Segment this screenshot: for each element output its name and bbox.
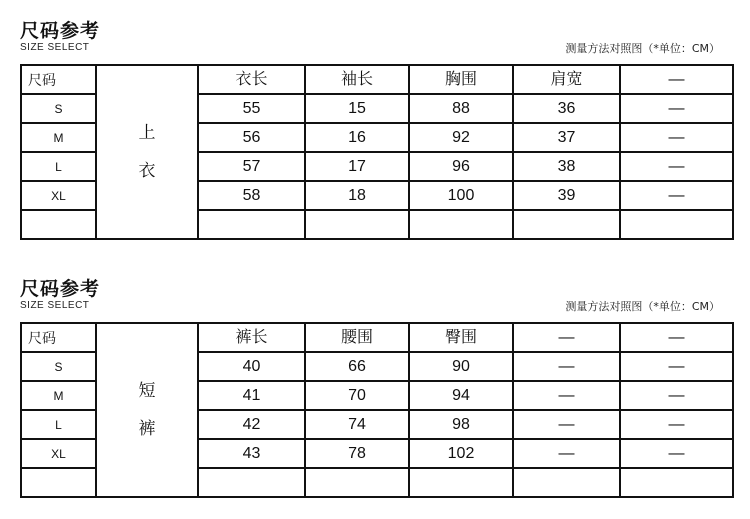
table-header-row: [21, 65, 733, 94]
size-cell: L: [21, 410, 96, 439]
value-cell: 18: [305, 181, 409, 210]
value-cell: 66: [305, 352, 409, 381]
value-cell: 57: [198, 152, 305, 181]
measurement-note: 测量方法对照图（*单位：CM）: [565, 300, 720, 313]
size-cell: L: [21, 152, 96, 181]
column-header: 衣长: [198, 65, 305, 94]
value-cell: —: [620, 381, 733, 410]
value-cell: 38: [513, 152, 620, 181]
category-char: 上: [138, 123, 156, 142]
category-cell: [96, 65, 198, 239]
value-cell: 36: [513, 94, 620, 123]
empty-cell: [21, 210, 96, 239]
size-cell: XL: [21, 181, 96, 210]
value-cell: —: [620, 181, 733, 210]
empty-cell: [620, 210, 733, 239]
column-header: 裤长: [198, 323, 305, 352]
empty-cell: [620, 468, 733, 497]
empty-cell: [198, 210, 305, 239]
column-header: 袖长: [305, 65, 409, 94]
column-header: 腰围: [305, 323, 409, 352]
category-char: 衣: [138, 161, 156, 180]
value-cell: 40: [198, 352, 305, 381]
empty-cell: [409, 468, 513, 497]
size-cell: S: [21, 352, 96, 381]
value-cell: —: [513, 381, 620, 410]
value-cell: —: [513, 352, 620, 381]
value-cell: —: [620, 352, 733, 381]
section-subtitle: SIZE SELECT: [20, 300, 90, 311]
size-cell: M: [21, 381, 96, 410]
value-cell: —: [513, 410, 620, 439]
column-header: 胸围: [409, 65, 513, 94]
empty-cell: [409, 210, 513, 239]
column-header: 肩宽: [513, 65, 620, 94]
value-cell: 55: [198, 94, 305, 123]
size-header-cell: 尺码: [21, 323, 96, 352]
empty-cell: [198, 468, 305, 497]
section-title: 尺码参考: [20, 278, 101, 300]
value-cell: 90: [409, 352, 513, 381]
size-cell: S: [21, 94, 96, 123]
size-table-top: [20, 64, 734, 240]
value-cell: 102: [409, 439, 513, 468]
value-cell: 17: [305, 152, 409, 181]
empty-cell: [21, 468, 96, 497]
value-cell: 58: [198, 181, 305, 210]
value-cell: 39: [513, 181, 620, 210]
value-cell: —: [620, 410, 733, 439]
value-cell: 70: [305, 381, 409, 410]
value-cell: —: [620, 123, 733, 152]
category-cell: [96, 323, 198, 497]
value-cell: 15: [305, 94, 409, 123]
value-cell: 41: [198, 381, 305, 410]
measurement-note: 测量方法对照图（*单位：CM）: [565, 42, 720, 55]
empty-cell: [513, 210, 620, 239]
value-cell: 100: [409, 181, 513, 210]
column-header: 臀围: [409, 323, 513, 352]
size-cell: XL: [21, 439, 96, 468]
value-cell: 43: [198, 439, 305, 468]
value-cell: —: [620, 439, 733, 468]
value-cell: 37: [513, 123, 620, 152]
value-cell: 74: [305, 410, 409, 439]
category-char: 短: [138, 381, 156, 400]
value-cell: —: [620, 152, 733, 181]
value-cell: 42: [198, 410, 305, 439]
value-cell: 56: [198, 123, 305, 152]
value-cell: 88: [409, 94, 513, 123]
value-cell: 16: [305, 123, 409, 152]
value-cell: 96: [409, 152, 513, 181]
value-cell: —: [620, 94, 733, 123]
value-cell: 98: [409, 410, 513, 439]
section-title: 尺码参考: [20, 20, 101, 42]
value-cell: 94: [409, 381, 513, 410]
value-cell: 92: [409, 123, 513, 152]
column-header: —: [620, 65, 733, 94]
value-cell: —: [513, 439, 620, 468]
size-header-cell: 尺码: [21, 65, 96, 94]
empty-cell: [513, 468, 620, 497]
empty-cell: [305, 210, 409, 239]
column-header: —: [620, 323, 733, 352]
size-table-bottom: [20, 322, 734, 498]
value-cell: 78: [305, 439, 409, 468]
column-header: —: [513, 323, 620, 352]
table-header-row: [21, 323, 733, 352]
empty-cell: [305, 468, 409, 497]
size-cell: M: [21, 123, 96, 152]
category-char: 裤: [138, 419, 156, 438]
section-subtitle: SIZE SELECT: [20, 42, 90, 53]
